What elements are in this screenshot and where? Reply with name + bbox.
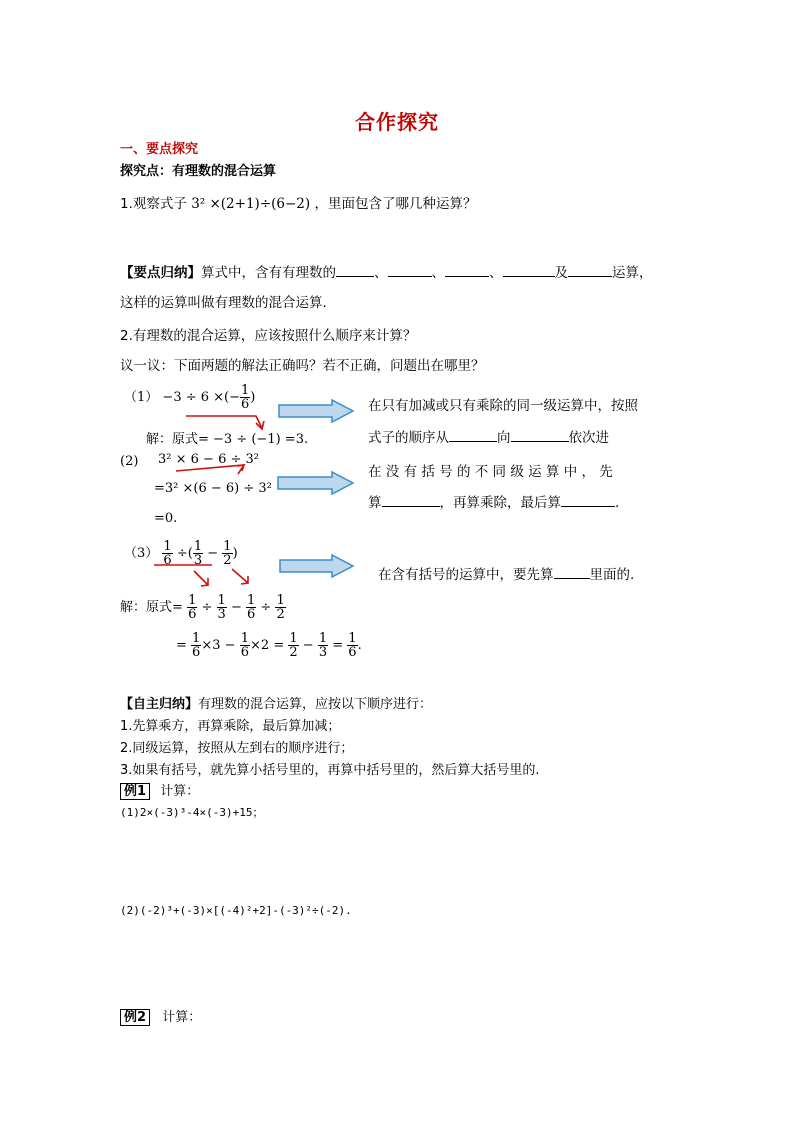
denominator: 3 (318, 645, 328, 660)
red-arrow-1 (186, 416, 264, 429)
rule-text: . (615, 495, 620, 511)
summary-end: 运算， (612, 265, 653, 281)
expression-part: −3 ÷ 6 ×(− (162, 390, 241, 405)
summary-tag: 【要点归纳】 (120, 265, 201, 281)
numerator: 1 (193, 539, 203, 554)
rule-2-line-a: 在 没 有 括 号 的 不 同 级 运 算 中 ， 先 (368, 464, 613, 480)
example-label: 例2 (120, 1009, 150, 1026)
q1-expression: 3² ×(2+1)÷(6−2) (191, 196, 311, 212)
key-summary-line-2: 这样的运算叫做有理数的混合运算. (120, 295, 327, 311)
red-arrow-2 (176, 465, 244, 474)
example-1-part-2: (2)(-2)³+(-3)×[(-4)²+2]-(-3)²÷(-2). (120, 904, 352, 917)
operator: − (207, 546, 219, 561)
numerator: 1 (192, 631, 201, 646)
rule-text: 依次进 (568, 430, 609, 446)
operator: − (224, 638, 236, 653)
solution-label: 解：原式 (146, 432, 199, 447)
solution-expression: = −3 ÷ (−1) =3. (198, 432, 309, 447)
example-instruction: 计算： (162, 1010, 202, 1025)
rule-text: 算 (368, 495, 382, 511)
summary-tag: 【自主归纳】 (120, 697, 199, 712)
page-title: 合作探究 (355, 110, 439, 134)
section-heading: 一、要点探究 (120, 142, 199, 157)
denominator: 6 (241, 397, 250, 412)
operator: ÷ (201, 600, 213, 615)
example-2-expression: 3² × 6 − 6 ÷ 3² (158, 452, 259, 467)
numerator: 1 (247, 593, 256, 608)
numerator: 1 (223, 539, 232, 554)
numerator: 1 (348, 631, 357, 646)
conjunction: 及 (554, 265, 568, 281)
rule-text: 里面的. (589, 567, 635, 583)
numerator: 1 (318, 631, 328, 646)
example-instruction: 计算： (160, 784, 200, 799)
operator: × (201, 638, 213, 653)
example-1-part-1: (1)2×(-3)³-4×(-3)+15； (120, 806, 264, 819)
operator: ÷ (260, 600, 272, 615)
denominator: 2 (289, 645, 298, 660)
number: 2 (260, 638, 270, 653)
denominator: 6 (348, 645, 357, 660)
operator: = (172, 600, 183, 615)
operator: × (249, 638, 261, 653)
separator: 、 (431, 265, 445, 281)
paren: ) (232, 546, 238, 561)
separator: 、 (374, 265, 388, 281)
block-arrow-3 (280, 555, 353, 577)
numerator: 1 (289, 631, 298, 646)
denominator: 6 (192, 645, 201, 660)
q1-suffix: ，里面包含了哪几种运算？ (314, 196, 477, 212)
q1-prefix: 1.观察式子 (120, 196, 187, 212)
rule-1-line-a: 在只有加减或只有乘除的同一级运算中，按照 (368, 398, 638, 414)
denominator: 6 (247, 607, 256, 622)
discussion-prompt: 议一议：下面两题的解法正确吗？若不正确，问题出在哪里？ (120, 358, 485, 374)
denominator: 2 (276, 607, 285, 622)
red-arrow-3 (154, 565, 248, 586)
rule-text: ，再算乘除，最后算 (439, 495, 561, 511)
numerator: 1 (163, 539, 172, 554)
paren: ( (187, 546, 193, 561)
numerator: 1 (188, 593, 197, 608)
expression-part: ) (250, 390, 256, 405)
summary-text: 算式中，含有有理数的 (201, 265, 336, 281)
summary-item: 1.先算乘方，再算乘除，最后算加减； (120, 719, 341, 734)
example-2-result: =0. (154, 511, 178, 526)
example-2-number: (2) (120, 454, 139, 469)
operator: = (332, 638, 344, 653)
item-number: （1） (124, 390, 159, 405)
separator: 、 (489, 265, 503, 281)
solution-label: 解：原式 (120, 600, 173, 615)
operator: = (273, 638, 285, 653)
example-2-step: =3² ×(6 − 6) ÷ 3² (154, 481, 272, 496)
operator: = (176, 638, 187, 653)
question-2: 2.有理数的混合运算，应该按照什么顺序来计算？ (120, 328, 417, 344)
numerator: 1 (276, 593, 285, 608)
operator: − (302, 638, 314, 653)
operator: − (230, 600, 242, 615)
example-label: 例1 (120, 783, 150, 800)
rule-text: 向 (497, 430, 511, 446)
summary-item: 2.同级运算，按照从左到右的顺序进行； (120, 741, 354, 756)
block-arrow-2 (278, 472, 353, 494)
point-label: 探究点：有理数的混合运算 (120, 164, 277, 179)
rule-text: 式子的顺序从 (368, 430, 449, 446)
rule-text: 在含有括号的运算中，要先算 (378, 567, 554, 583)
item-number: （3） (124, 546, 159, 561)
period: . (357, 638, 362, 653)
number: 3 (212, 638, 221, 653)
summary-item: 3.如果有括号，就先算小括号里的，再算中括号里的，然后算大括号里的. (120, 763, 540, 778)
numerator: 1 (241, 383, 250, 398)
denominator: 6 (188, 607, 197, 622)
denominator: 6 (163, 553, 172, 568)
numerator: 1 (217, 593, 226, 608)
denominator: 3 (193, 553, 203, 568)
denominator: 2 (223, 553, 232, 568)
numerator: 1 (240, 631, 249, 646)
denominator: 6 (240, 645, 249, 660)
block-arrow-1 (279, 400, 353, 422)
summary-text: 有理数的混合运算，应按以下顺序进行： (198, 697, 433, 712)
denominator: 3 (217, 607, 226, 622)
operator: ÷ (176, 546, 188, 561)
